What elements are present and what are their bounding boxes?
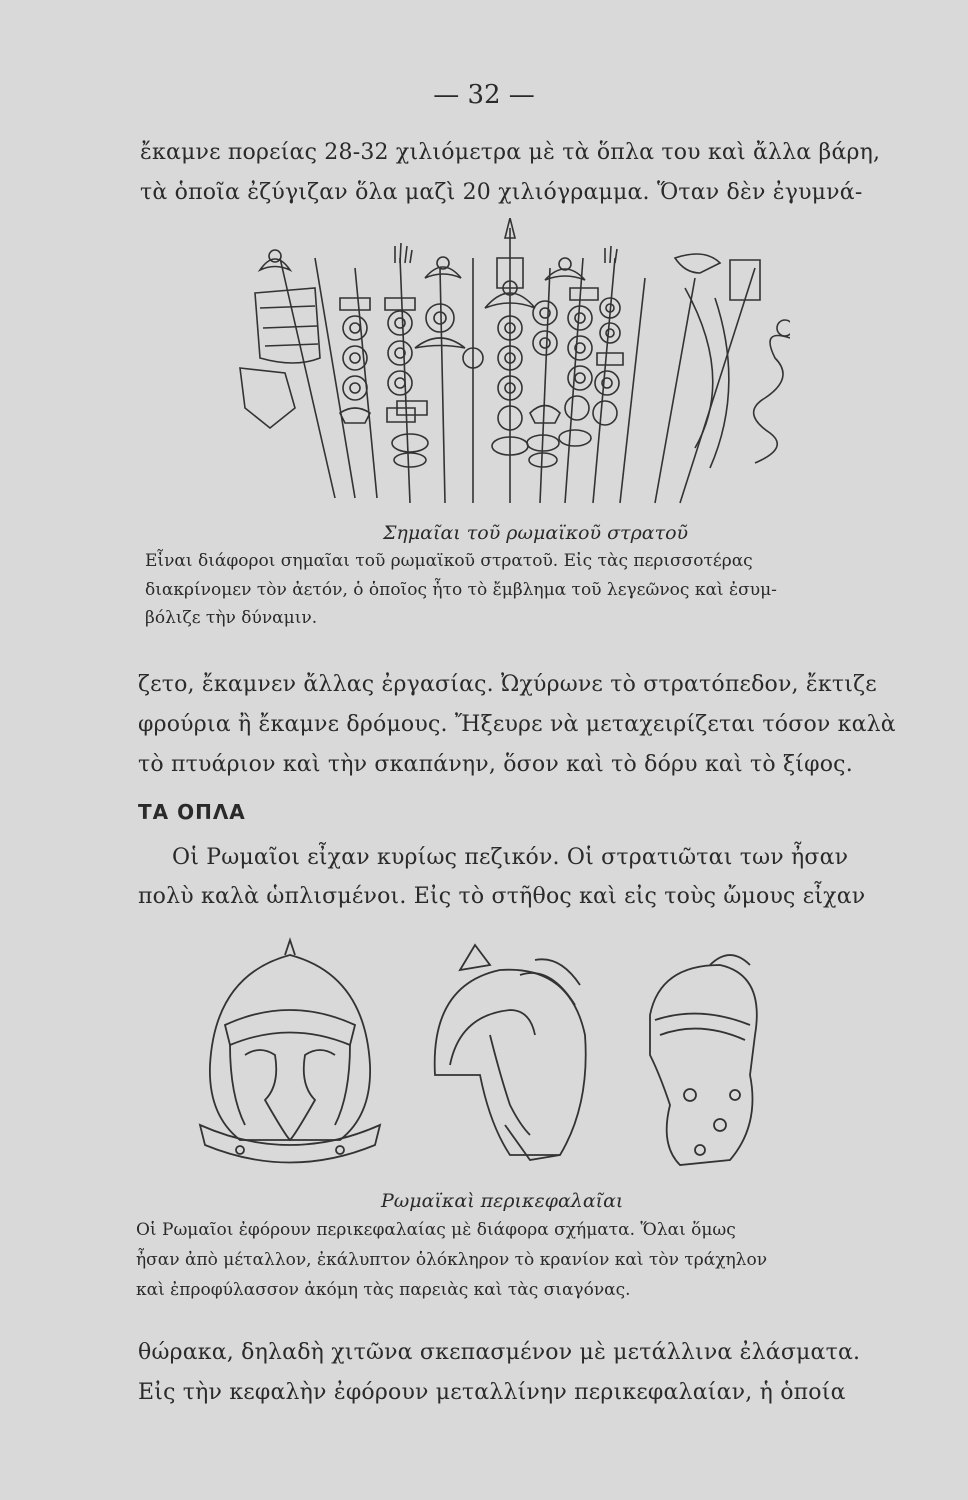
standard-poles: [280, 228, 755, 503]
helmet-side-view: [435, 945, 586, 1160]
body-text-line: ἔκαμνε πορείας 28-32 χιλιόμετρα μὲ τὰ ὅπλα του καὶ ἄλλα βάρη,: [140, 140, 881, 165]
body-text-line: πολὺ καλὰ ὡπλισμένοι. Εἰς τὸ στῆθος καὶ εἰς τοὺς ὤμους εἶχαν: [138, 884, 866, 909]
roman-standards-illustration: [215, 218, 790, 508]
figure-caption-line: καὶ ἐπροφύλασσον ἀκόμη τὰς παρειὰς καὶ τὰς σιαγόνας.: [136, 1280, 631, 1300]
figure-caption-title: Ρωμαϊκαὶ περικεφαλαῖαι: [381, 1190, 624, 1212]
eagle-emblems: [260, 250, 585, 308]
draco-serpent: [754, 336, 790, 464]
body-text-line: Οἱ Ρωμαῖοι εἶχαν κυρίως πεζικόν. Οἱ στρατιῶται των ἦσαν: [172, 845, 849, 870]
figure-caption-title: Σημαῖαι τοῦ ρωμαϊκοῦ στρατοῦ: [383, 522, 689, 544]
helmet-front-view: [200, 940, 380, 1163]
figure-caption-line: βόλιζε τὴν δύναμιν.: [145, 608, 318, 628]
section-heading: ΤΑ ΟΠΛΑ: [138, 800, 246, 824]
body-text-line: Εἰς τὴν κεφαλὴν ἐφόρουν μεταλλίνην περικεφαλαίαν, ἡ ὁποία: [138, 1380, 846, 1405]
body-text-line: φρούρια ἢ ἔκαμνε δρόμους. Ἤξευρε νὰ μεταχειρίζεται τόσον καλὰ: [138, 712, 896, 737]
figure-caption-line: Οἱ Ρωμαῖοι ἐφόρουν περικεφαλαίας μὲ διάφορα σχήματα. Ὅλαι ὅμως: [136, 1220, 736, 1240]
roman-helmets-illustration: [190, 925, 765, 1185]
helmet-angled-view: [650, 955, 757, 1165]
body-text-line: τὸ πτυάριον καὶ τὴν σκαπάνην, ὅσον καὶ τὸ δόρυ καὶ τὸ ξίφος.: [138, 752, 853, 777]
figure-caption-line: ἦσαν ἀπὸ μέταλλον, ἐκάλυπτον ὁλόκληρον τὸ κρανίον καὶ τὸν τράχηλον: [136, 1250, 768, 1270]
figure-caption-line: διακρίνομεν τὸν ἀετόν, ὁ ὁποῖος ἦτο τὸ ἔμβλημα τοῦ λεγεῶνος καὶ ἐσυμ-: [145, 580, 777, 600]
body-text-line: ζετο, ἔκαμνεν ἄλλας ἐργασίας. Ὠχύρωνε τὸ στρατόπεδον, ἔκτιζε: [138, 672, 877, 697]
body-text-line: τὰ ὁποῖα ἐζύγιζαν ὅλα μαζὶ 20 χιλιόγραμμα. Ὅταν δὲν ἐγυμνά-: [140, 180, 863, 205]
body-text-line: θώρακα, δηλαδὴ χιτῶνα σκεπασμένον μὲ μετάλλινα ἐλάσματα.: [138, 1340, 861, 1365]
page-number: — 32 —: [433, 80, 535, 110]
figure-caption-line: Εἶναι διάφοροι σημαῖαι τοῦ ρωμαϊκοῦ στρατοῦ. Εἰς τὰς περισσοτέρας: [145, 551, 753, 571]
